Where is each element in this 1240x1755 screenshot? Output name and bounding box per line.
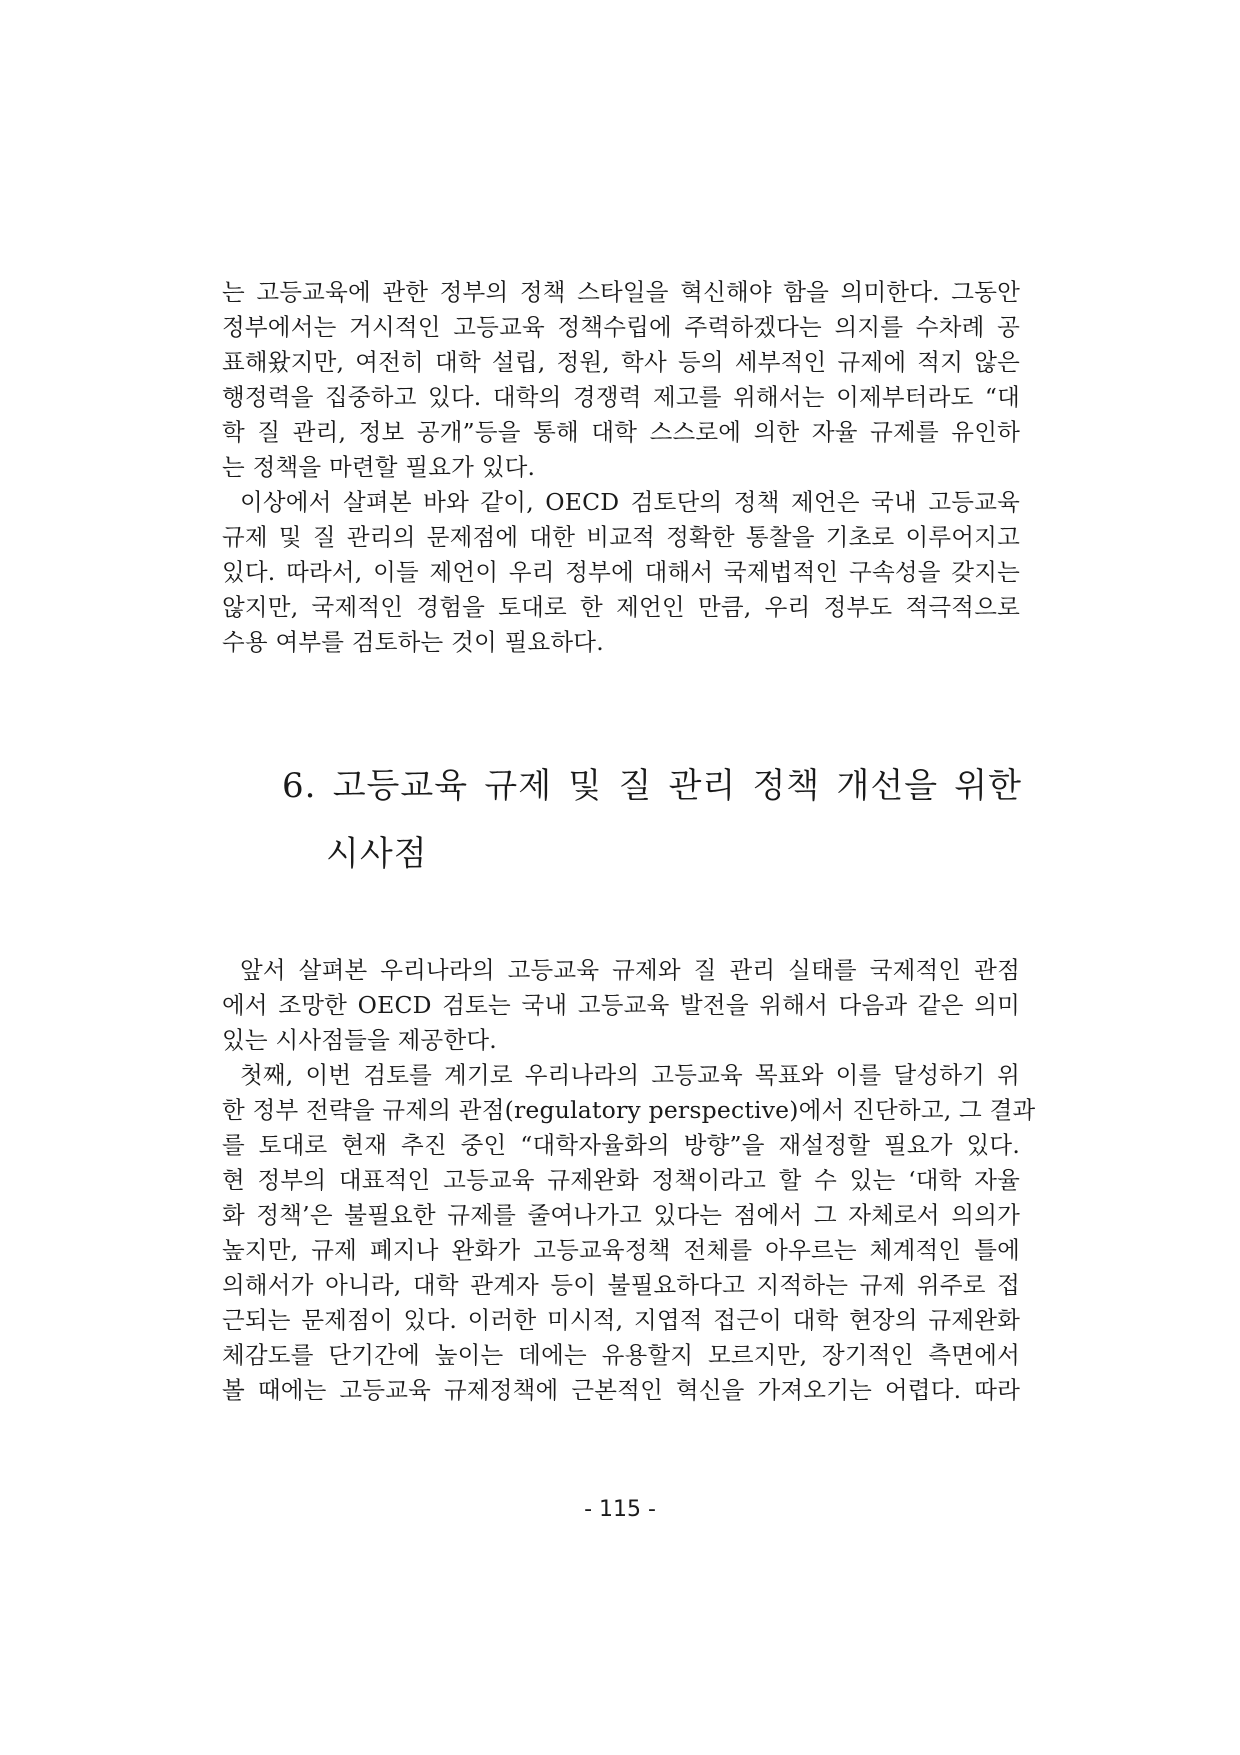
text-line: 근되는 문제점이 있다. 이러한 미시적, 지엽적 접근이 대학 현장의 규제완화	[222, 1306, 1020, 1334]
text-line: 행정력을 집중하고 있다. 대학의 경쟁력 제고를 위해서는 이제부터라도 “대	[222, 383, 1020, 411]
text-line: 않지만, 국제적인 경험을 토대로 한 제언인 만큼, 우리 정부도 적극적으로	[222, 593, 1020, 621]
text-line: 앞서 살펴본 우리나라의 고등교육 규제와 질 관리 실태를 국제적인 관점	[240, 956, 1020, 984]
page-number: - 115 -	[584, 1497, 656, 1522]
text-line: 표해왔지만, 여전히 대학 설립, 정원, 학사 등의 세부적인 규제에 적지 않은	[222, 348, 1020, 376]
section-heading-line: 시사점	[326, 834, 428, 874]
text-line: 의해서가 아니라, 대학 관계자 등이 불필요하다고 지적하는 규제 위주로 접	[222, 1271, 1020, 1299]
text-line: 수용 여부를 검토하는 것이 필요하다.	[222, 628, 604, 656]
text-line: 현 정부의 대표적인 고등교육 규제완화 정책이라고 할 수 있는 ‘대학 자율	[222, 1166, 1020, 1194]
text-line: 높지만, 규제 폐지나 완화가 고등교육정책 전체를 아우르는 체계적인 틀에	[222, 1236, 1020, 1264]
text-line: 한 정부 전략을 규제의 관점(regulatory perspective)에서 진단하고, 그 결과	[222, 1096, 1036, 1124]
text-line: 에서 조망한 OECD 검토는 국내 고등교육 발전을 위해서 다음과 같은 의미	[222, 991, 1020, 1019]
text-line: 규제 및 질 관리의 문제점에 대한 비교적 정확한 통찰을 기초로 이루어지고	[222, 523, 1020, 551]
text-line: 이상에서 살펴본 바와 같이, OECD 검토단의 정책 제언은 국내 고등교육	[240, 488, 1020, 516]
text-line: 정부에서는 거시적인 고등교육 정책수립에 주력하겠다는 의지를 수차례 공	[222, 313, 1020, 341]
text-line: 볼 때에는 고등교육 규제정책에 근본적인 혁신을 가져오기는 어렵다. 따라	[222, 1376, 1020, 1404]
text-line: 학 질 관리, 정보 공개”등을 통해 대학 스스로에 의한 자율 규제를 유인하	[222, 418, 1020, 446]
text-line: 있는 시사점들을 제공한다.	[222, 1026, 497, 1054]
text-line: 체감도를 단기간에 높이는 데에는 유용할지 모르지만, 장기적인 측면에서	[222, 1341, 1020, 1369]
section-heading-line: 6. 고등교육 규제 및 질 관리 정책 개선을 위한	[282, 766, 1022, 806]
text-line: 는 정책을 마련할 필요가 있다.	[222, 453, 536, 481]
text-line: 화 정책’은 불필요한 규제를 줄여나가고 있다는 점에서 그 자체로서 의의가	[222, 1201, 1020, 1229]
text-line: 를 토대로 현재 추진 중인 “대학자율화의 방향”을 재설정할 필요가 있다.	[222, 1131, 1020, 1159]
text-line: 있다. 따라서, 이들 제언이 우리 정부에 대해서 국제법적인 구속성을 갖지는	[222, 558, 1020, 586]
text-line: 는 고등교육에 관한 정부의 정책 스타일을 혁신해야 함을 의미한다. 그동안	[222, 278, 1020, 306]
text-line: 첫째, 이번 검토를 계기로 우리나라의 고등교육 목표와 이를 달성하기 위	[240, 1061, 1020, 1089]
